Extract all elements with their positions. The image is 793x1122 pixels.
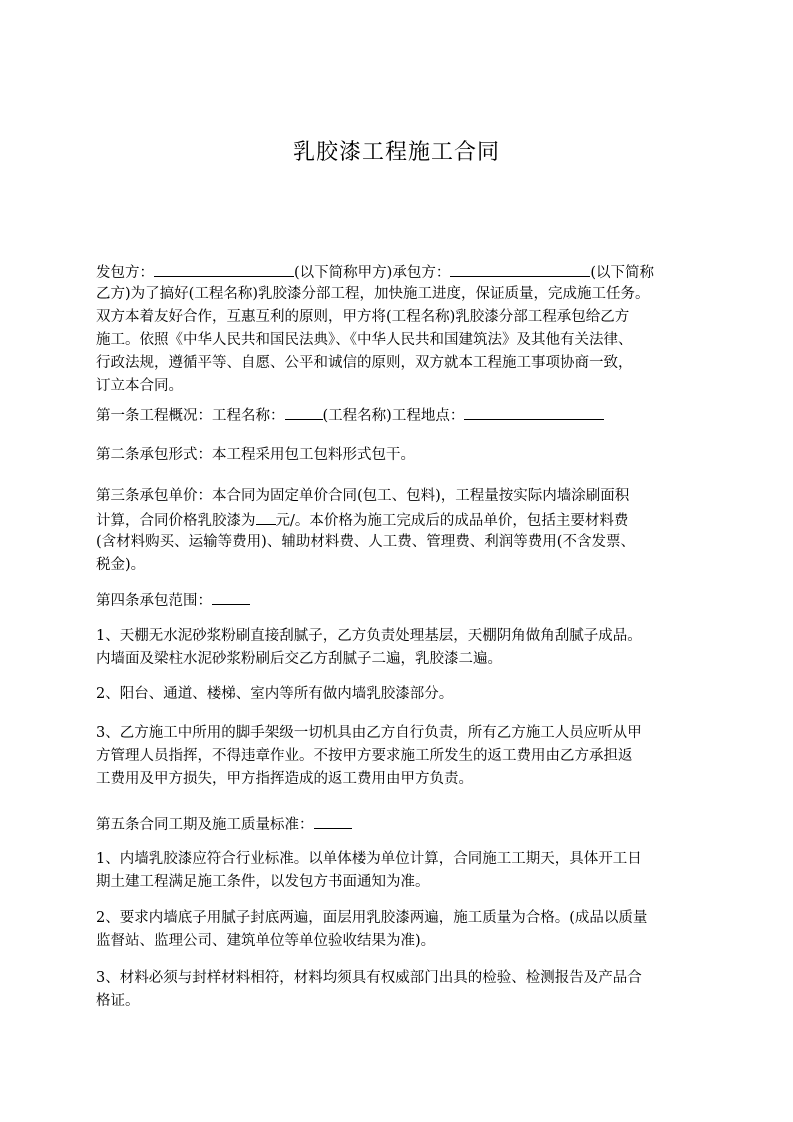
clause-line: 2、要求内墙底子用腻子封底两遍，面层用乳胶漆两遍，施工质量为合格。(成品以质量 <box>96 910 648 926</box>
intro-line: 双方本着友好合作，互惠互利的原则，甲方将(工程名称)乳胶漆分部工程承包给乙方 <box>96 309 630 325</box>
article-3 <box>96 485 706 577</box>
article-line <box>96 403 706 426</box>
intro-line: 施工。依照《中华人民共和国民法典》、《中华人民共和国建筑法》及其他有关法律、 <box>96 332 633 348</box>
article-4 <box>96 588 706 611</box>
intro-line <box>96 260 706 283</box>
clause-line: 3、材料必须与封样材料相符，材料均须具有权威部门出具的检验、检测报告及产品合 <box>96 970 642 986</box>
article-line: 第三条承包单价：本合同为固定单价合同(包工、包料)，工程量按实际内墙涂刷面积 <box>96 488 630 504</box>
project-location-label: (工程名称)工程地点： <box>322 408 465 424</box>
clause-line: 格证。 <box>96 993 140 1009</box>
article-line <box>96 508 706 531</box>
article-5 <box>96 812 706 835</box>
clause-line: 内墙面及梁柱水泥砂浆粉刷后交乙方刮腻子二遍，乳胶漆二遍。 <box>96 651 502 667</box>
clause-line: 1、天棚无水泥砂浆粉刷直接刮腻子，乙方负责处理基层，天棚阴角做角刮腻子成品。 <box>96 628 642 644</box>
intro-paragraph <box>96 260 706 398</box>
unit-price-blank[interactable] <box>256 508 276 525</box>
project-name-blank[interactable] <box>285 403 323 420</box>
article-5-item-1 <box>96 848 706 894</box>
article-line: 第二条承包形式：本工程采用包工包料形式包干。 <box>96 447 415 463</box>
schedule-blank[interactable] <box>314 812 352 829</box>
clause-line: 2、阳台、通道、楼梯、室内等所有做内墙乳胶漆部分。 <box>96 686 454 702</box>
intro-line: 订立本合同。 <box>96 378 183 394</box>
clause-line: 期土建工程满足施工条件，以发包方书面通知为准。 <box>96 874 430 890</box>
intro-line: 行政法规，遵循平等、自愿、公平和诚信的原则，双方就本工程施工事项协商一致， <box>96 355 633 371</box>
contractor-label: (以下简称甲方)承包方： <box>294 265 451 281</box>
project-name-label: 第一条工程概况：工程名称： <box>96 408 285 424</box>
price-text: 元/。本价格为施工完成后的成品单价，包括主要材料费 <box>275 513 629 529</box>
scope-blank[interactable] <box>212 588 250 605</box>
article-4-item-3 <box>96 722 706 791</box>
clause-line: 3、乙方施工中所用的脚手架级一切机具由乙方自行负责，所有乙方施工人员应听从甲 <box>96 725 642 741</box>
clause-line: 1、内墙乳胶漆应符合行业标准。以单体楼为单位计算，合同施工工期天，具体开工日 <box>96 851 642 867</box>
scope-label: 第四条承包范围： <box>96 593 212 609</box>
intro-text: (以下简称 <box>590 265 654 281</box>
article-line <box>96 812 706 835</box>
article-line: (含材料购买、运输等费用)、辅助材料费、人工费、管理费、利润等费用(不含发票、 <box>96 534 635 550</box>
employer-label: 发包方： <box>96 265 154 281</box>
clause-line: 监督站、监理公司、建筑单位等单位验收结果为准)。 <box>96 933 436 949</box>
article-5-item-3 <box>96 967 706 1013</box>
price-label: 计算，合同价格乳胶漆为 <box>96 513 256 529</box>
clause-line: 工费用及甲方损失，甲方指挥造成的返工费用由甲方负责。 <box>96 771 473 787</box>
article-2 <box>96 444 706 467</box>
intro-line: 乙方)为了搞好(工程名称)乳胶漆分部工程，加快施工进度，保证质量，完成施工任务。 <box>96 286 650 302</box>
article-5-item-2 <box>96 907 706 953</box>
contractor-blank[interactable] <box>450 260 590 277</box>
article-line: 税金)。 <box>96 557 146 573</box>
project-location-blank[interactable] <box>464 403 604 420</box>
schedule-label: 第五条合同工期及施工质量标准： <box>96 817 314 833</box>
article-1 <box>96 403 706 426</box>
employer-blank[interactable] <box>154 260 294 277</box>
page-title: 乳胶漆工程施工合同 <box>292 140 500 165</box>
article-4-item-2 <box>96 683 706 706</box>
article-line <box>96 588 706 611</box>
clause-line: 方管理人员指挥，不得违章作业。不按甲方要求施工所发生的返工费用由乙方承担返 <box>96 748 633 764</box>
article-4-item-1 <box>96 625 706 671</box>
